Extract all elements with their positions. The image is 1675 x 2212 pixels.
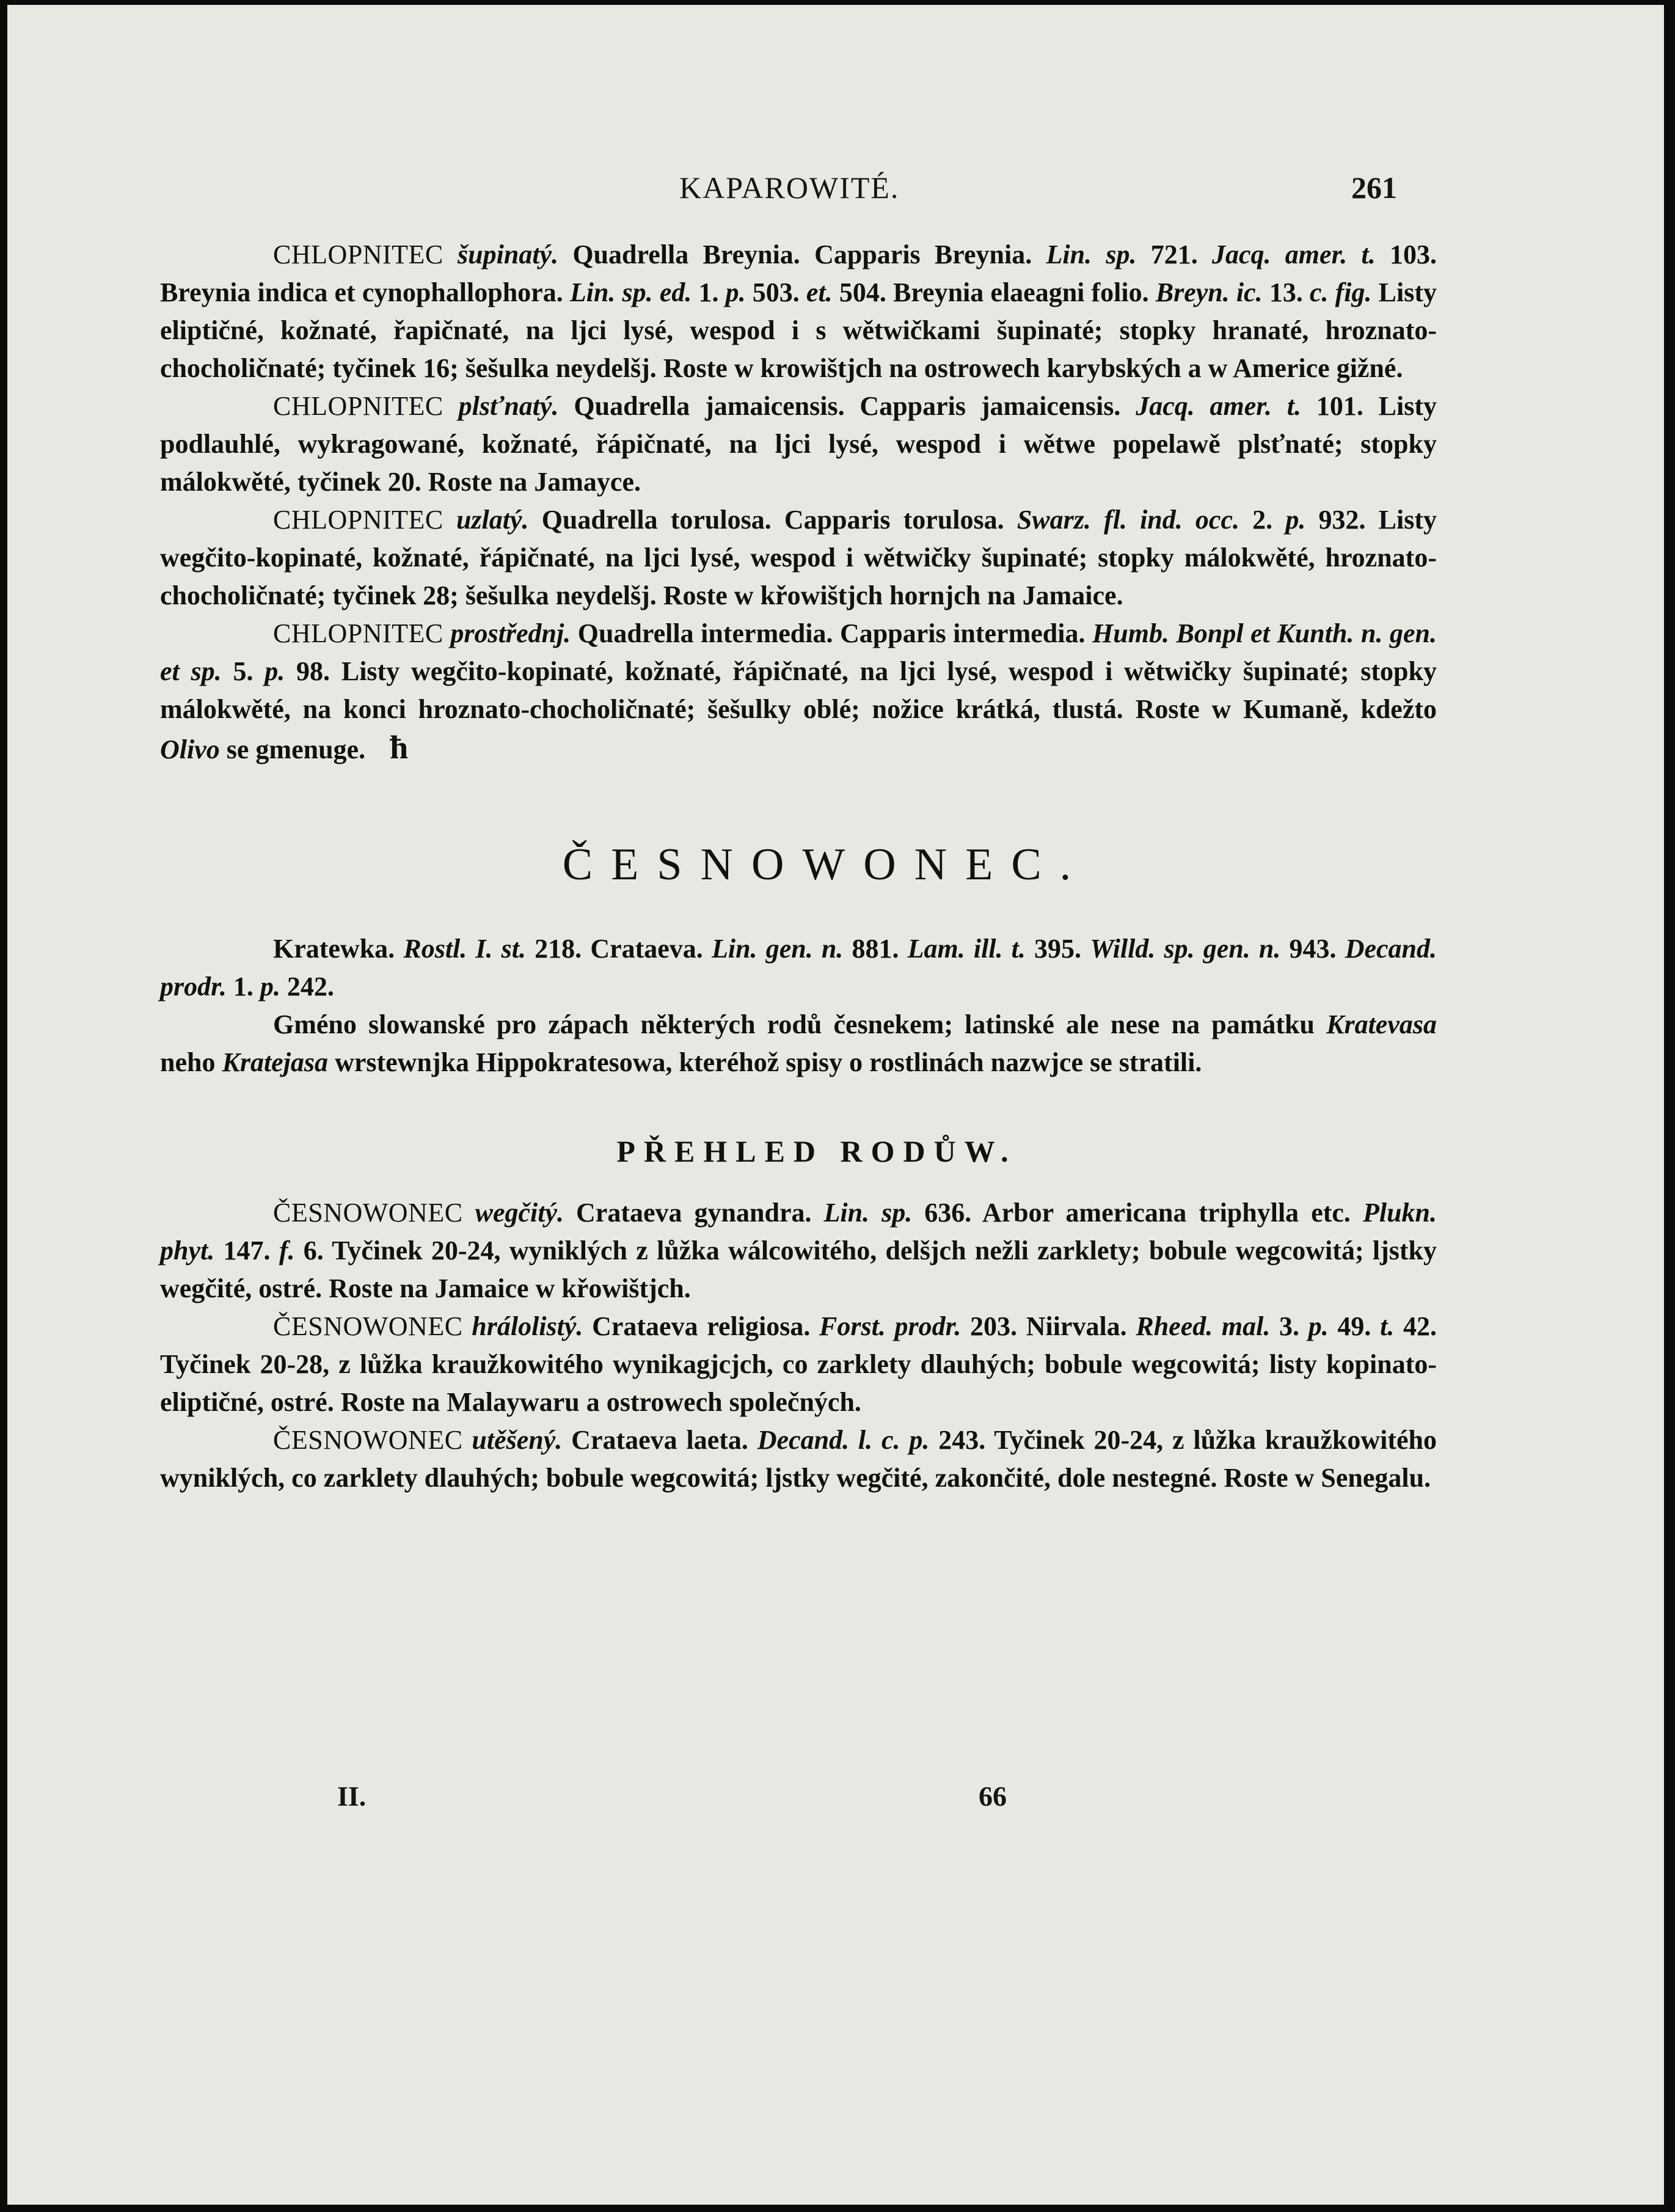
entry-text: 103. Breynia indica et cynophallophora. [160, 240, 1437, 307]
genus-name: ČESNOWONEC [273, 1198, 463, 1228]
citation: Decand. prodr. [160, 934, 1437, 1002]
species-entry [160, 501, 1437, 615]
genus-name: ČESNOWONEC [273, 1425, 463, 1455]
entry-text: 1. [692, 277, 726, 307]
entry-text: 721. [1136, 240, 1213, 269]
citation: f. [279, 1236, 295, 1265]
citation: Kratejasa [222, 1047, 329, 1077]
citation: Swarz. fl. ind. occ. [1016, 505, 1239, 535]
citation: Plukn. phyt. [160, 1198, 1437, 1265]
entry-text: wrstewnjka Hippokratesowa, kteréhož spisy o rostlinách nazwjce se stratili. [328, 1047, 1202, 1077]
citation: Willd. sp. gen. n. [1090, 934, 1281, 964]
entry-text: Listy eliptičné, kožnaté, řapičnaté, na ljci lysé, wespod i s wětwičkami šupinaté; stopky hranaté, hroznato-chocholičnaté; tyčinek 16; šešulka neydelšj. Roste w krowištjch na ostrowech karybských a w Americe gižné. [160, 277, 1437, 383]
entry-text: 3. [1270, 1311, 1308, 1341]
entry-text: 98. Listy wegčito-kopinaté, kožnaté, řápičnaté, na ljci lysé, wespod i wětwičky šupinaté; stopky málokwěté, na konci hroznato-chocholičnaté; šešulky oblé; nožice krátká, tlustá. Roste w Kumaně, kdežto [160, 656, 1437, 724]
entry-text: 504. Breynia elaeagni folio. [832, 277, 1156, 307]
citation: Lin. sp. [823, 1198, 913, 1228]
citation: p. [265, 656, 285, 686]
entry-text: 242. [280, 972, 334, 1002]
citation: Jacq. amer. t. [1136, 391, 1302, 421]
entry-text: 218. Crataeva. [526, 934, 712, 964]
citation: Forst. prodr. [819, 1311, 962, 1341]
page-number: 261 [1351, 170, 1397, 205]
section-heading: PŘEHLED RODŮW. [616, 1134, 1017, 1168]
genus-name: CHLOPNITEC [273, 240, 443, 269]
entry-text: 6. Tyčinek 20-24, wyniklých z lůžka wálcowitého, delšjch nežli zarklety; bobule wegcowitá; ljstky wegčité, ostré. Roste na Jamaice w křowištjch. [160, 1236, 1437, 1303]
genus-name: CHLOPNITEC [273, 505, 443, 535]
citation: Jacq. amer. t. [1212, 240, 1376, 269]
citation: Humb. Bonpl et Kunth. n. gen. et sp. [160, 618, 1437, 686]
entry-text: 243. Tyčinek 20-24, z lůžka kraužkowitého wyniklých, co zarklety dlauhých; bobule wegcowitá; ljstky wegčité, zakončité, dole nestegné. Roste w Senegalu. [160, 1425, 1437, 1493]
species-entry [160, 615, 1437, 769]
species-epithet: wegčitý. [475, 1198, 564, 1228]
entry-text: 203. Niirvala. [961, 1311, 1136, 1341]
species-epithet: šupinatý. [458, 240, 559, 269]
citation: Lin. gen. n. [711, 934, 844, 964]
running-head [7, 170, 1664, 213]
entry-text: Kratewka. [273, 934, 404, 964]
entry-text: 503. [745, 277, 806, 307]
shrub-symbol-icon: ħ [390, 729, 409, 766]
entry-text: Gméno slowanské pro zápach některých rodů česnekem; latinské ale nese na památku [273, 1009, 1327, 1039]
citation: Rheed. mal. [1136, 1311, 1271, 1341]
entry-text: Crataeva laeta. [562, 1425, 757, 1455]
page-body [160, 236, 1437, 1497]
genus-synonyms [160, 930, 1437, 1006]
entry-text: 2. [1239, 505, 1286, 535]
page-footer [7, 1780, 1664, 1823]
species-epithet: hrálolistý. [472, 1311, 583, 1341]
citation: Kratevasa [1326, 1009, 1437, 1039]
citation: p. [1285, 505, 1306, 535]
species-epithet: utěšený. [472, 1425, 563, 1455]
citation: t. [1380, 1311, 1395, 1341]
species-entry [160, 387, 1437, 501]
genus-etymology [160, 1006, 1437, 1082]
book-page [7, 5, 1664, 2205]
entry-text: 932. Listy wegčito-kopinaté, kožnaté, řápičnaté, na ljci lysé, wespod i wětwičky šupinaté; stopky málokwěté, hroznato-chocholičnaté; tyčinek 28; šešulka neydelšj. Roste w křowištjch hornjch na Jamaice. [160, 505, 1437, 610]
volume-signature: II. [337, 1781, 367, 1812]
species-epithet: plsťnatý. [458, 391, 559, 421]
entry-text: 5. [221, 656, 265, 686]
citation: Breyn. ic. [1155, 277, 1263, 307]
citation: p. [260, 972, 280, 1002]
entry-text: 49. [1328, 1311, 1381, 1341]
genus-name: CHLOPNITEC [273, 618, 443, 648]
entry-text: Quadrella Breynia. Capparis Breynia. [558, 240, 1046, 269]
entry-text: 395. [1025, 934, 1090, 964]
entry-text: Quadrella torulosa. Capparis torulosa. [528, 505, 1017, 535]
citation: Decand. l. c. p. [757, 1425, 930, 1455]
citation: p. [1308, 1311, 1329, 1341]
entry-text: 147. [214, 1236, 279, 1265]
sheet-number: 66 [979, 1781, 1007, 1812]
entry-text: 636. Arbor americana triphylla etc. [912, 1198, 1363, 1228]
entry-text: 13. [1262, 277, 1310, 307]
species-epithet: prostřednj. [450, 618, 571, 648]
entry-text: Crataeva religiosa. [583, 1311, 819, 1341]
species-entry [160, 1308, 1437, 1421]
entry-text: Crataeva gynandra. [563, 1198, 824, 1228]
citation: Olivo [160, 734, 220, 764]
citation: Lin. sp. [1046, 240, 1137, 269]
entry-text: 1. [226, 972, 260, 1002]
citation: p. [725, 277, 746, 307]
entry-text: Quadrella jamaicensis. Capparis jamaicensis. [558, 391, 1136, 421]
entry-text: neho [160, 1047, 222, 1077]
citation: Lin. sp. ed. [569, 277, 692, 307]
species-entry [160, 1421, 1437, 1497]
genus-heading: ČESNOWONEC. [562, 840, 1090, 890]
genus-name: CHLOPNITEC [273, 391, 443, 421]
citation: et. [806, 277, 833, 307]
citation: Lam. ill. t. [907, 934, 1026, 964]
running-title: KAPAROWITÉ. [679, 170, 900, 205]
citation: Rostl. I. st. [403, 934, 527, 964]
entry-text: 42. Tyčinek 20-28, z lůžka kraužkowitého wynikagjcjch, co zarklety dlauhých; bobule wegcowitá; listy kopinato-eliptičné, ostré. Roste na Malaywaru a ostrowech společných. [160, 1311, 1437, 1417]
entry-text: 101. Listy podlauhlé, wykragowané, kožnaté, řápičnaté, na ljci lysé, wespod i wětwe popelawě plsťnaté; stopky málokwěté, tyčinek 20. Roste na Jamayce. [160, 391, 1437, 497]
citation: c. fig. [1309, 277, 1372, 307]
entry-text: Quadrella intermedia. Capparis intermedia. [571, 618, 1093, 648]
species-entry [160, 1194, 1437, 1308]
entry-text: se gmenuge. [219, 734, 366, 764]
entry-text: 881. [843, 934, 908, 964]
species-epithet: uzlatý. [456, 505, 529, 535]
species-entry [160, 236, 1437, 387]
entry-text: 943. [1280, 934, 1345, 964]
genus-name: ČESNOWONEC [273, 1311, 463, 1341]
